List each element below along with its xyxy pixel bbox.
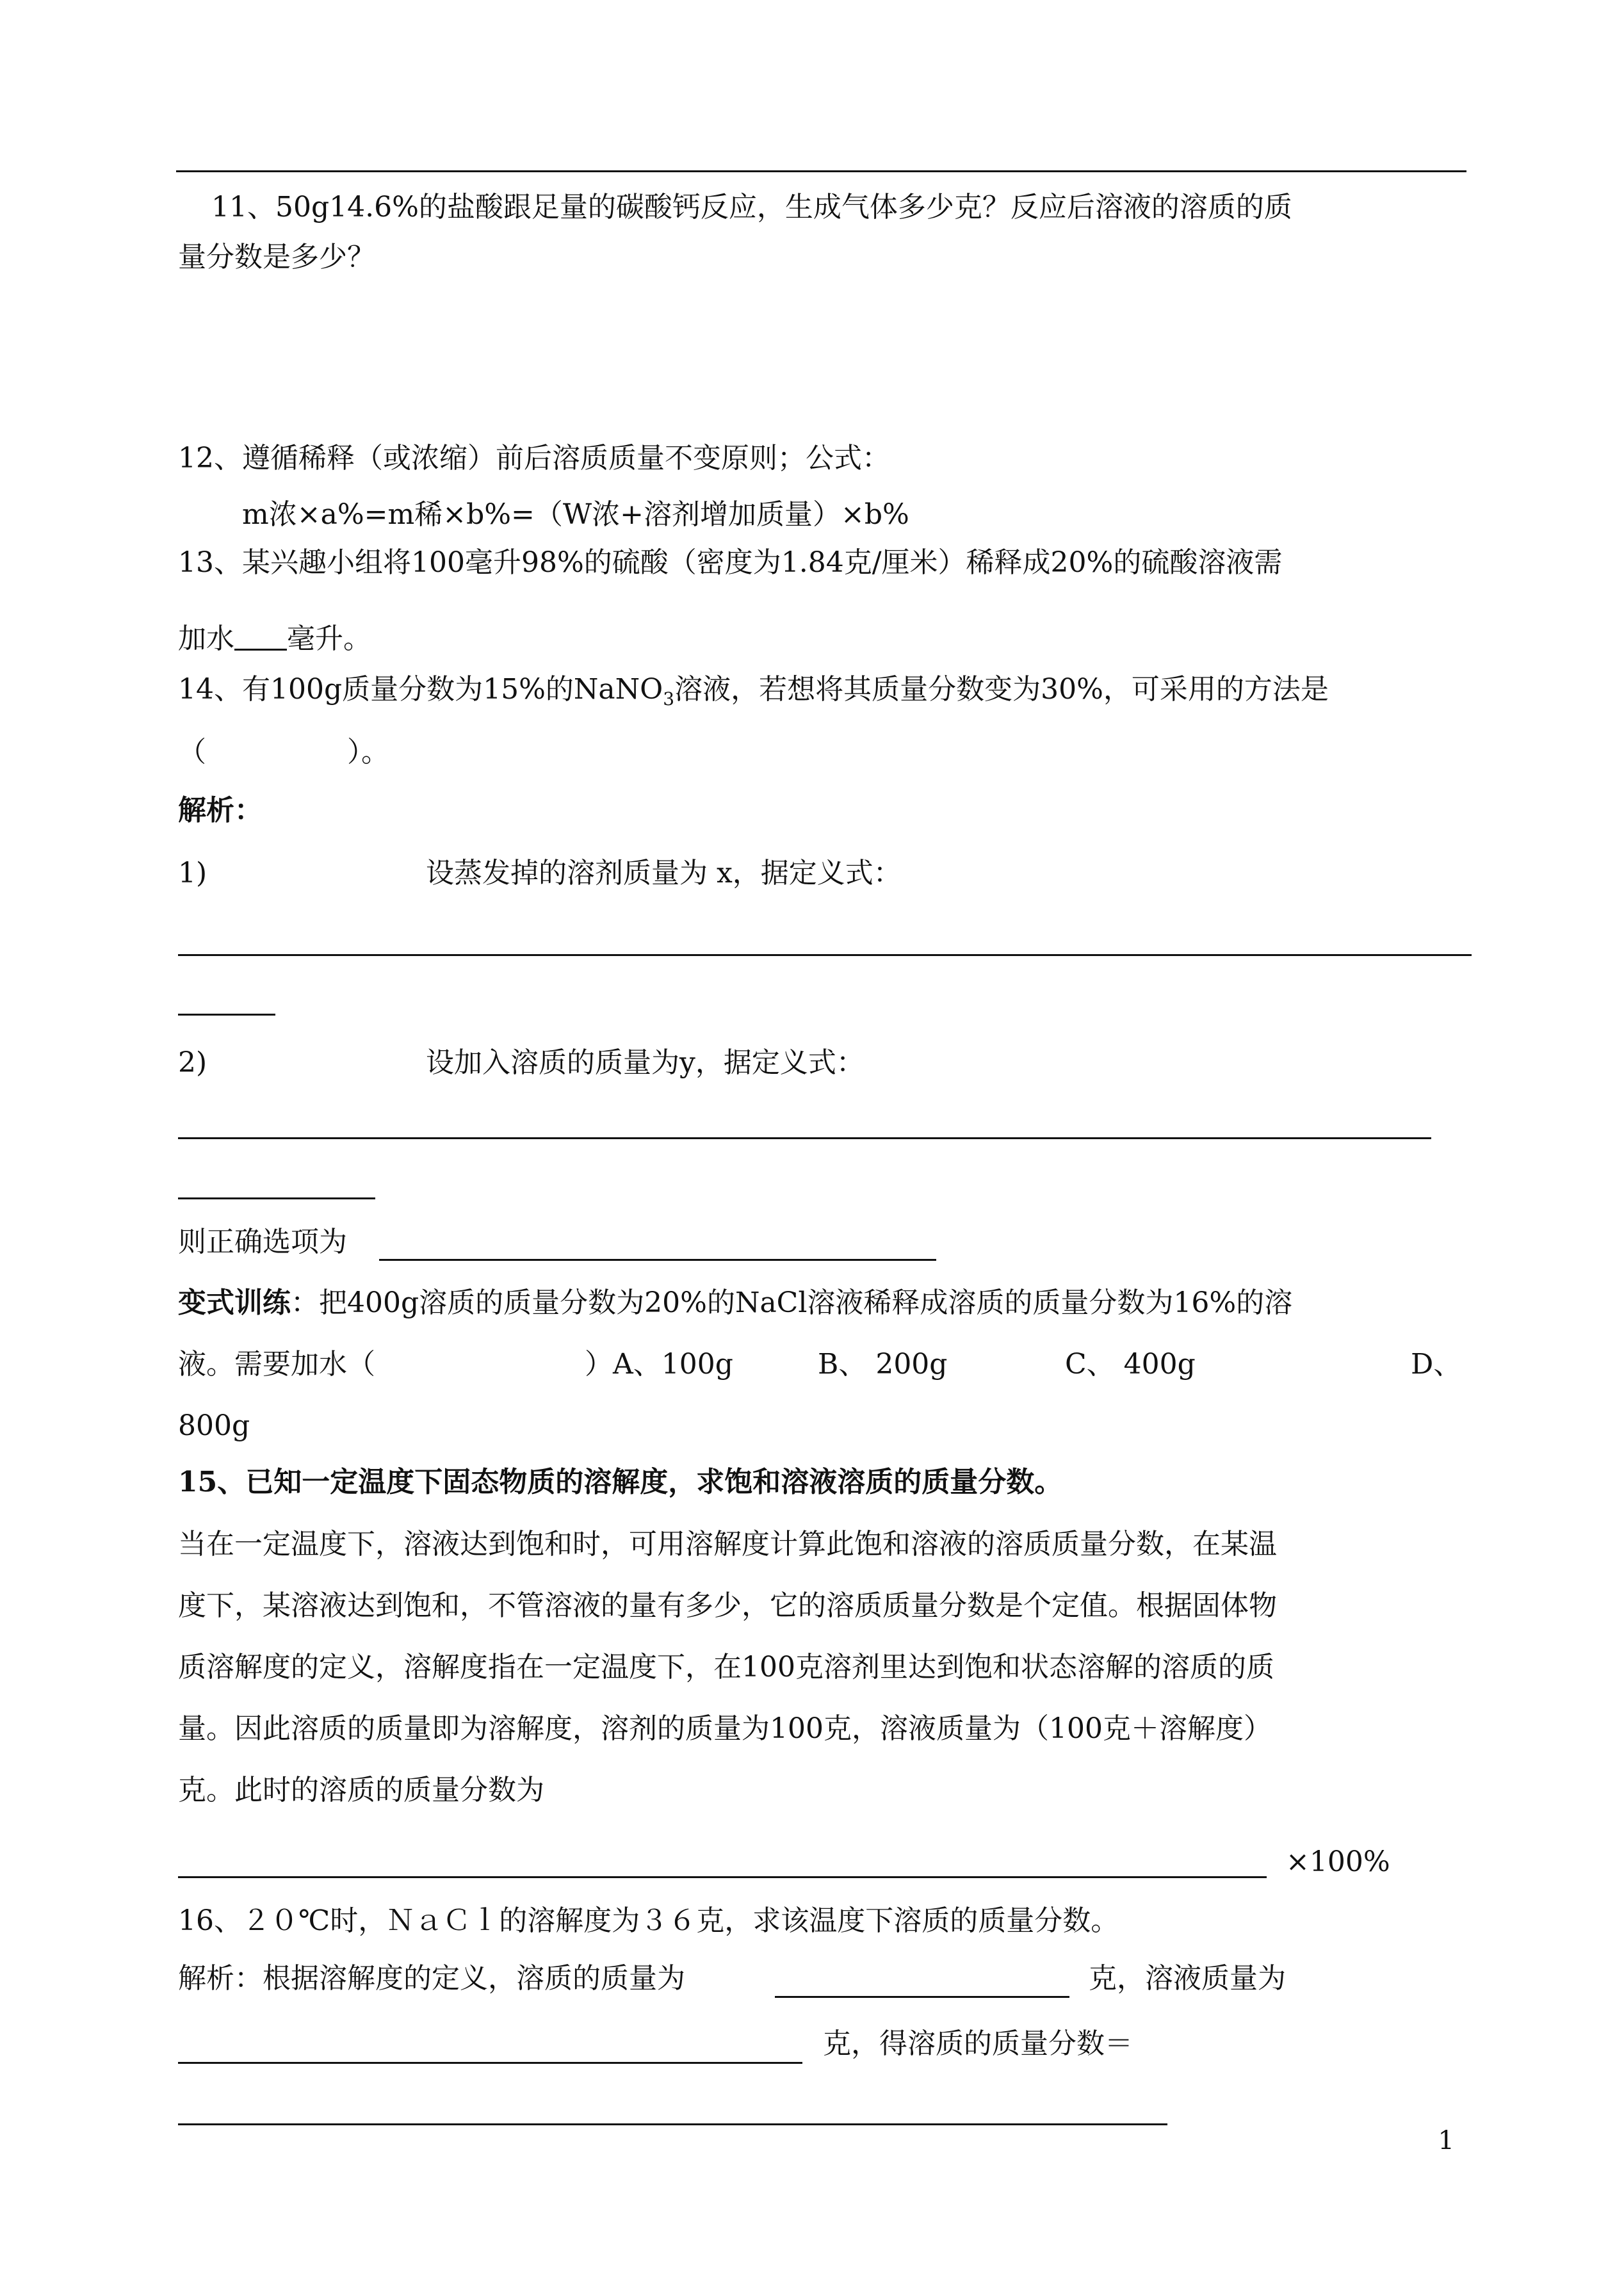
q13-line2-pre: 加水 (178, 622, 234, 655)
variant-line1 (178, 1284, 1292, 1322)
q15-formula-blank[interactable] (178, 1876, 1267, 1878)
q14-answer-label: 则正确选项为 (178, 1226, 347, 1258)
q14-line1-pre: 14、有100g质量分数为15%的NaNO (178, 673, 663, 706)
q14-step1-text: 设蒸发掉的溶剂质量为 x，据定义式： (426, 857, 902, 889)
q14-line1-subscript: 3 (663, 688, 675, 710)
q13-line1: 13、某兴趣小组将100毫升98%的硫酸（密度为1.84克/厘米）稀释成20%的硫酸溶液需 (178, 546, 1283, 579)
q13-line2 (178, 620, 371, 658)
q16-solute-blank[interactable] (775, 1996, 1069, 1998)
q13-line2-post: 毫升。 (287, 622, 371, 655)
variant-option-c[interactable]: C、 400g (1065, 1348, 1196, 1381)
q14-step1-answer-line[interactable] (178, 954, 1472, 956)
q15-p5: 克。此时的溶质的质量分数为 (178, 1774, 544, 1806)
q14-step1-answer-line-cont[interactable] (178, 1014, 275, 1016)
q16-line2-pre: 解析：根据溶解度的定义，溶质的质量为 (178, 1962, 685, 1995)
q14-line1-post: 溶液，若想将其质量分数变为30%，可采用的方法是 (674, 673, 1329, 706)
q14-step1-num: 1) (178, 857, 207, 889)
q11-line1: 11、50g14.6%的盐酸跟足量的碳酸钙反应，生成气体多少克？反应后溶液的溶质的质 (211, 191, 1292, 223)
q14-step2-answer-line[interactable] (178, 1137, 1431, 1139)
q16-fraction-blank[interactable] (178, 2123, 1167, 2125)
q12-line1: 12、遵循稀释（或浓缩）前后溶质质量不变原则；公式： (178, 442, 890, 474)
variant-label: 变式训练 (178, 1286, 291, 1319)
variant-text1: ：把400g溶质的质量分数为20%的NaCl溶液稀释成溶质的质量分数为16%的溶 (291, 1286, 1293, 1319)
q14-analysis-label: 解析： (178, 794, 263, 827)
variant-text2-pre: 液。需要加水（ (178, 1348, 375, 1381)
variant-line3: 800g (178, 1409, 250, 1442)
q11-line2: 量分数是多少？ (178, 241, 375, 273)
q14-answer-blank[interactable] (379, 1259, 936, 1261)
q15-p4: 量。因此溶质的质量即为溶解度，溶剂的质量为100克，溶液质量为（100克＋溶解度） (178, 1712, 1272, 1745)
q13-blank[interactable] (234, 620, 287, 651)
q15-p2: 度下，某溶液达到饱和，不管溶液的量有多少，它的溶质质量分数是个定值。根据固体物 (178, 1589, 1277, 1622)
q15-title: 15、已知一定温度下固态物质的溶解度，求饱和溶液溶质的质量分数。 (178, 1466, 1063, 1498)
variant-option-b[interactable]: B、 200g (818, 1348, 948, 1381)
q14-step2-num: 2) (178, 1046, 207, 1079)
header-rule (176, 170, 1466, 172)
q14-line2: （ ）。 (178, 736, 389, 768)
q16-line3-post: 克，得溶质的质量分数＝ (823, 2027, 1133, 2060)
q14-step2-text: 设加入溶质的质量为y，据定义式： (426, 1046, 865, 1079)
q14-line1 (178, 670, 1329, 709)
q16-line1: 16、２０℃时，ＮａＣｌ的溶解度为３６克，求该温度下溶质的质量分数。 (178, 1904, 1119, 1937)
q15-p1: 当在一定温度下，溶液达到饱和时，可用溶解度计算此饱和溶液的溶质质量分数，在某温 (178, 1528, 1277, 1561)
page-number: 1 (1438, 2126, 1454, 2155)
q16-solution-blank[interactable] (178, 2062, 802, 2064)
q12-formula: m浓×a%=m稀×b%=（W浓+溶剂增加质量）×b% (242, 498, 909, 531)
variant-option-a[interactable]: ）A、100g (585, 1348, 733, 1381)
variant-option-d[interactable]: D、 (1411, 1348, 1462, 1381)
q14-step2-answer-line-cont[interactable] (178, 1197, 375, 1199)
q15-times100: ×100% (1286, 1845, 1390, 1878)
q15-p3: 质溶解度的定义，溶解度指在一定温度下，在100克溶剂里达到饱和状态溶解的溶质的质 (178, 1651, 1274, 1683)
q16-line2-post: 克，溶液质量为 (1089, 1962, 1286, 1995)
